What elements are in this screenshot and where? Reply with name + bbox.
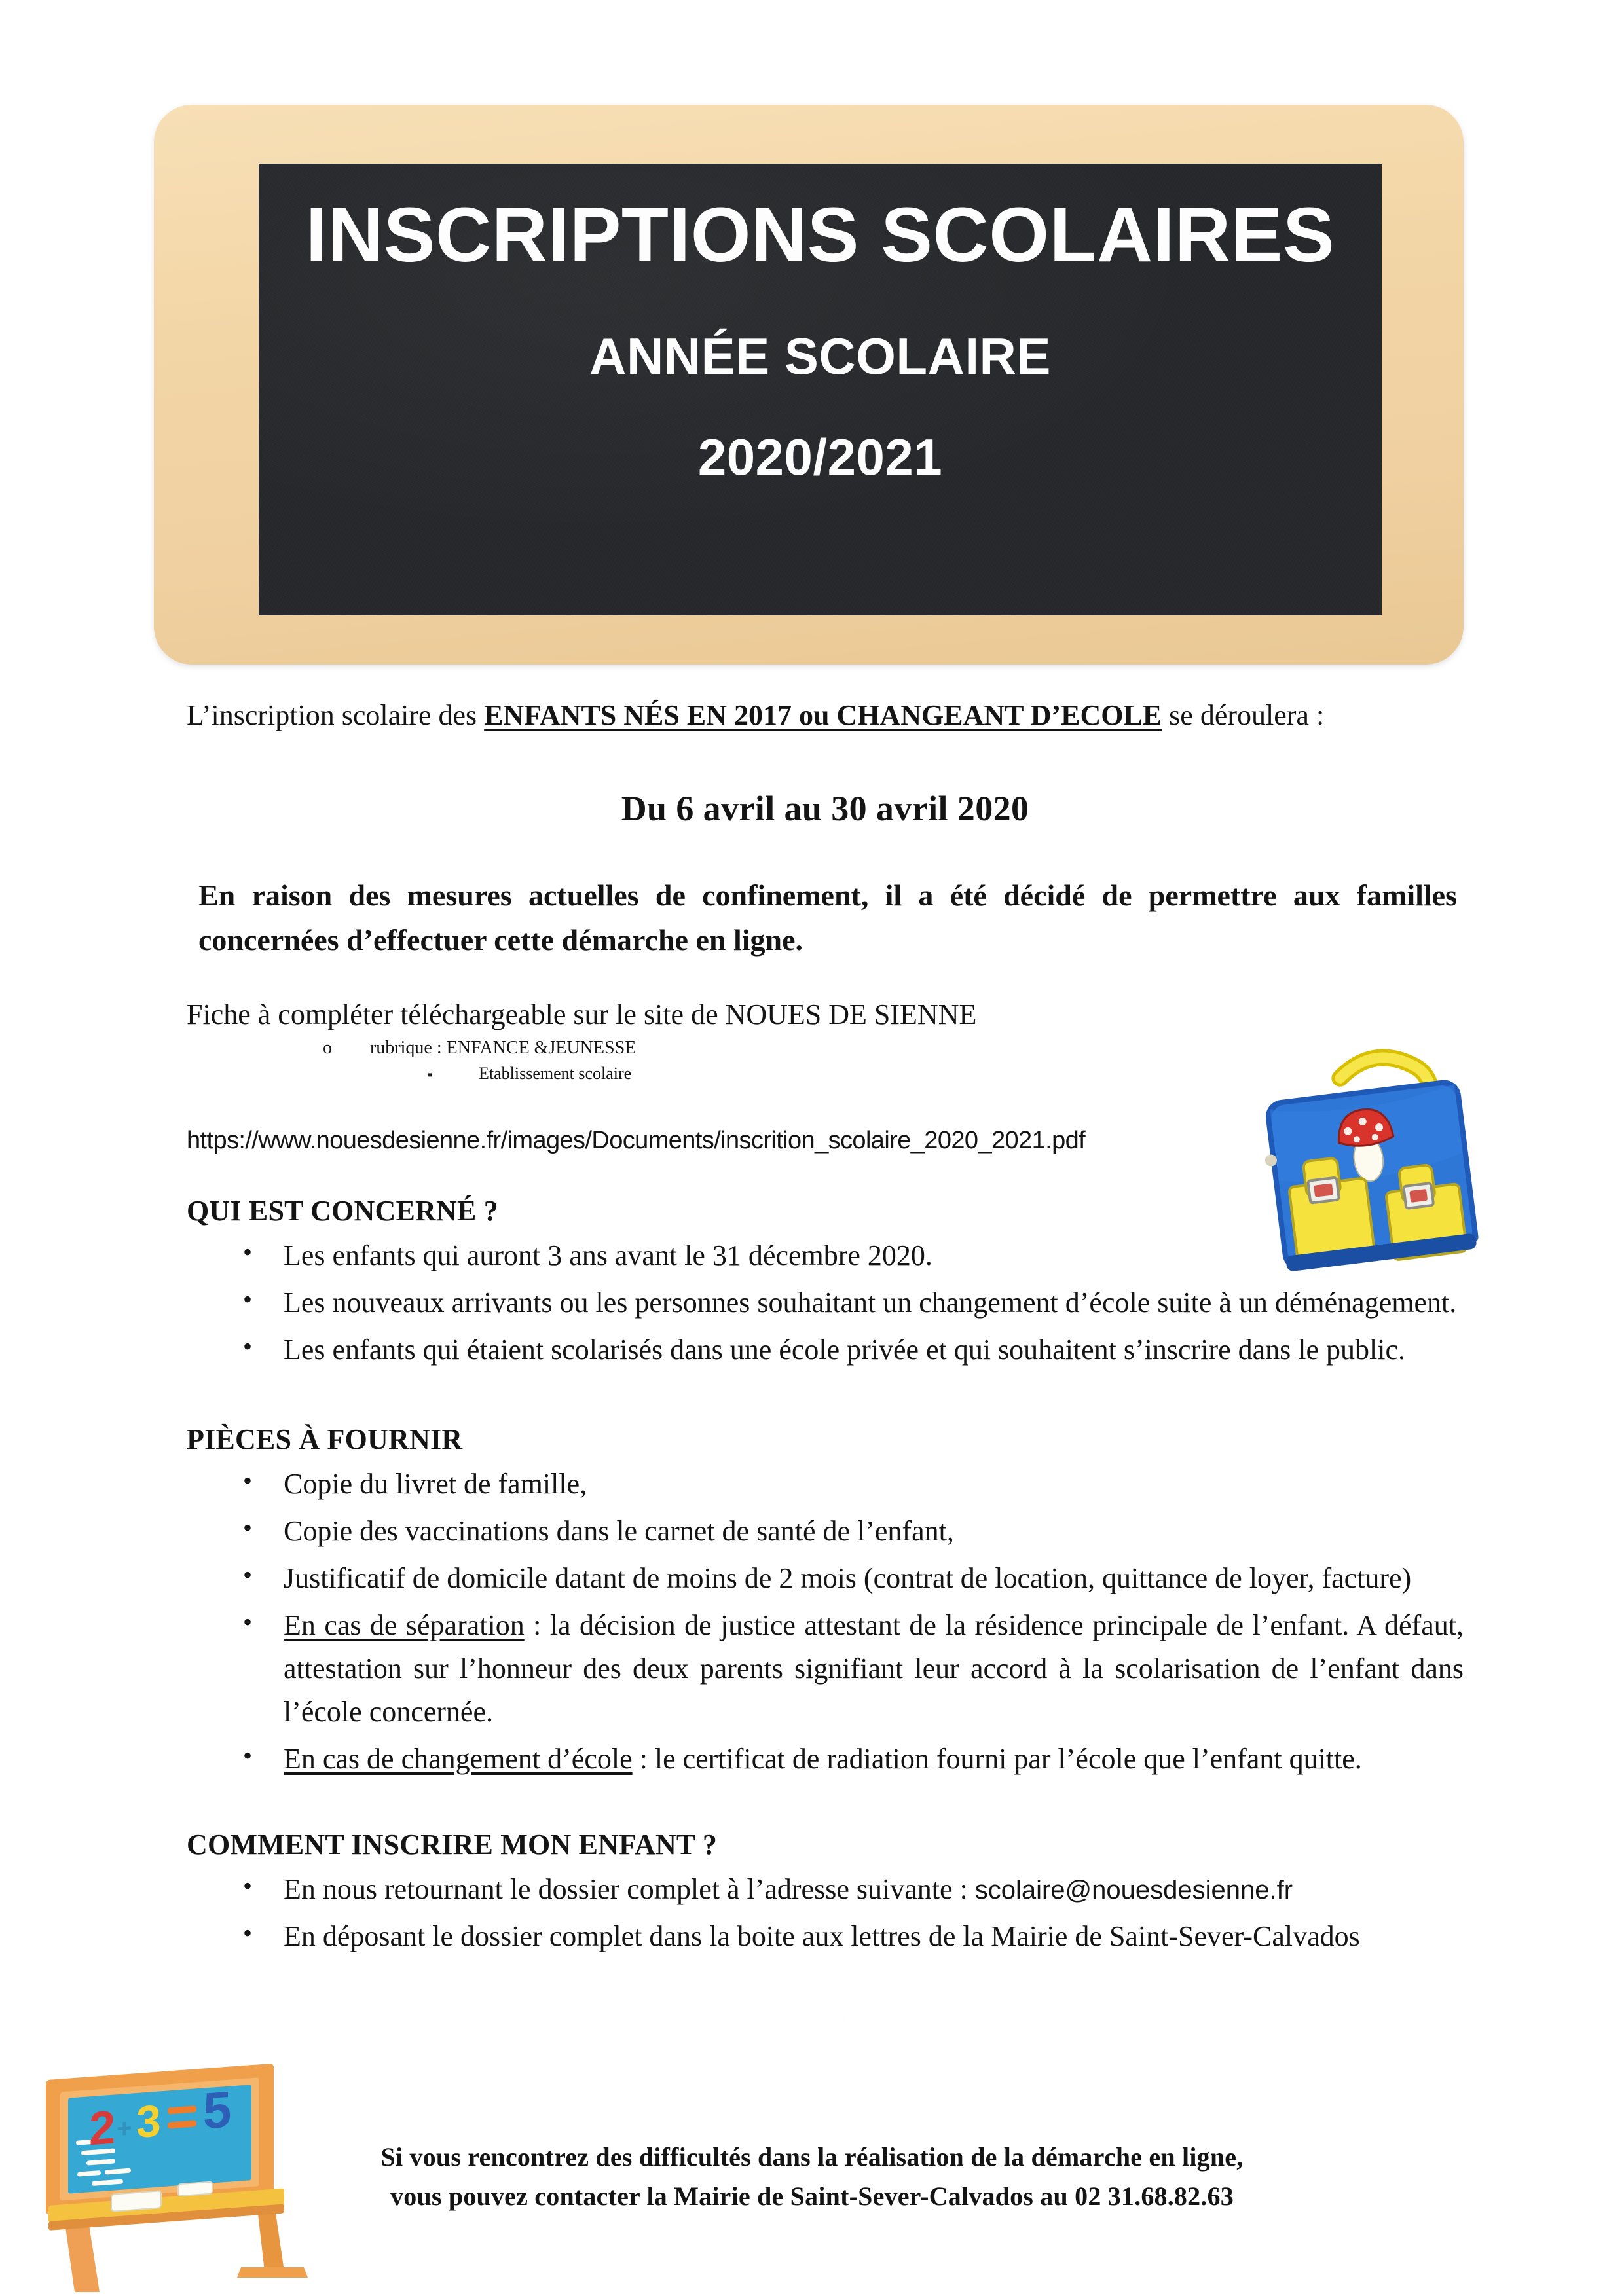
page-subtitle: ANNÉE SCOLAIRE	[589, 327, 1051, 385]
confinement-notice: En raison des mesures actuelles de confinement, il a été décidé de permettre aux familles concernées d’effectuer cette démarche en ligne.	[198, 879, 1457, 957]
svg-text:2: 2	[89, 2101, 116, 2156]
section-title-comment: COMMENT INSCRIRE MON ENFANT ?	[187, 1829, 718, 1861]
footer-line-2: vous pouvez contacter la Mairie de Saint-Sever-Calvados au 02 31.68.82.63	[390, 2181, 1234, 2211]
section-title-qui: QUI EST CONCERNÉ ?	[187, 1195, 498, 1228]
download-instruction: Fiche à compléter téléchargeable sur le site de NOUES DE SIENNE	[187, 998, 977, 1031]
changement-ecole-rest-text: : le certificat de radiation fourni par l’école que l’enfant quitte.	[632, 1743, 1362, 1776]
separation-lead-label: En cas de séparation	[284, 1609, 525, 1642]
email-lead-text: En nous retournant le dossier complet à l’adresse suivante :	[284, 1873, 975, 1906]
intro-paragraph	[187, 694, 1464, 737]
svg-text:+: +	[117, 2113, 132, 2144]
list-item	[187, 1604, 1464, 1734]
page-title: INSCRIPTIONS SCOLAIRES	[305, 192, 1335, 278]
chalkboard-header-banner	[154, 105, 1464, 665]
pdf-download-link[interactable]: https://www.nouesdesienne.fr/images/Documents/inscrition_scolaire_2020_2021.pdf	[187, 1127, 1086, 1155]
contact-email-address[interactable]: scolaire@nouesdesienne.fr	[974, 1876, 1293, 1905]
square-bullet-icon: ▪	[428, 1068, 433, 1083]
list-item	[187, 1738, 1464, 1781]
school-year-label: 2020/2021	[697, 428, 943, 486]
footer-contact-note	[0, 2138, 1624, 2216]
registration-date-range: Du 6 avril au 30 avril 2020	[621, 789, 1029, 828]
rubrique-sub-item	[187, 1038, 1464, 1059]
list-item: • Les enfants qui étaient scolarisés dans une école privée et qui souhaitent s’inscrire dans le public.	[187, 1328, 1464, 1372]
list-item: • Les enfants qui auront 3 ans avant le 31 décembre 2020.	[187, 1234, 1464, 1277]
list-item: • En déposant le dossier complet dans la boite aux lettres de la Mairie de Saint-Sever-Calvados	[187, 1915, 1464, 1958]
section-title-pieces: PIÈCES À FOURNIR	[187, 1423, 463, 1456]
list-item: • Copie du livret de famille,	[187, 1463, 1464, 1506]
section-qui-est-concerne	[187, 1194, 1464, 1372]
section-pieces-a-fournir	[187, 1423, 1464, 1781]
section-comment-inscrire	[187, 1828, 1464, 1958]
changement-ecole-lead-label: En cas de changement d’école	[284, 1743, 633, 1776]
list-item	[187, 1868, 1464, 1911]
list-item: • Les nouveaux arrivants ou les personnes souhaitant un changement d’école suite à un déménagement.	[187, 1281, 1464, 1324]
etablissement-sub-item	[187, 1064, 1464, 1084]
list-item: • Justificatif de domicile datant de moins de 2 mois (contrat de location, quittance de loyer, facture)	[187, 1557, 1464, 1600]
intro-lead-text: L’inscription scolaire des	[187, 699, 485, 731]
etablissement-label: Etablissement scolaire	[479, 1064, 632, 1084]
list-pieces-a-fournir	[187, 1463, 1464, 1781]
svg-text:5: 5	[202, 2080, 232, 2140]
separation-rest-text: : la décision de justice attestant de la résidence principale de l’enfant. A défaut, attestation sur l’honneur des deux parents signifiant leur accord à la scolarisation de l’enfant dans l’école concernée.	[284, 1609, 1464, 1728]
chalkboard-surface	[259, 164, 1382, 615]
list-qui-est-concerne	[187, 1234, 1464, 1372]
document-body	[0, 694, 1624, 1958]
footer-line-1: Si vous rencontrez des difficultés dans la réalisation de la démarche en ligne,	[380, 2142, 1244, 2172]
svg-text:3: 3	[136, 2096, 161, 2148]
intro-trailing-text: se déroulera :	[1162, 699, 1325, 731]
intro-emphasis-text: ENFANTS NÉS EN 2017 ou CHANGEANT D’ECOLE	[484, 699, 1162, 731]
circle-bullet-icon: o	[323, 1038, 332, 1059]
rubrique-label: rubrique : ENFANCE &JEUNESSE	[370, 1038, 637, 1059]
list-item: • Copie des vaccinations dans le carnet de santé de l’enfant,	[187, 1510, 1464, 1553]
list-comment-inscrire	[187, 1868, 1464, 1958]
